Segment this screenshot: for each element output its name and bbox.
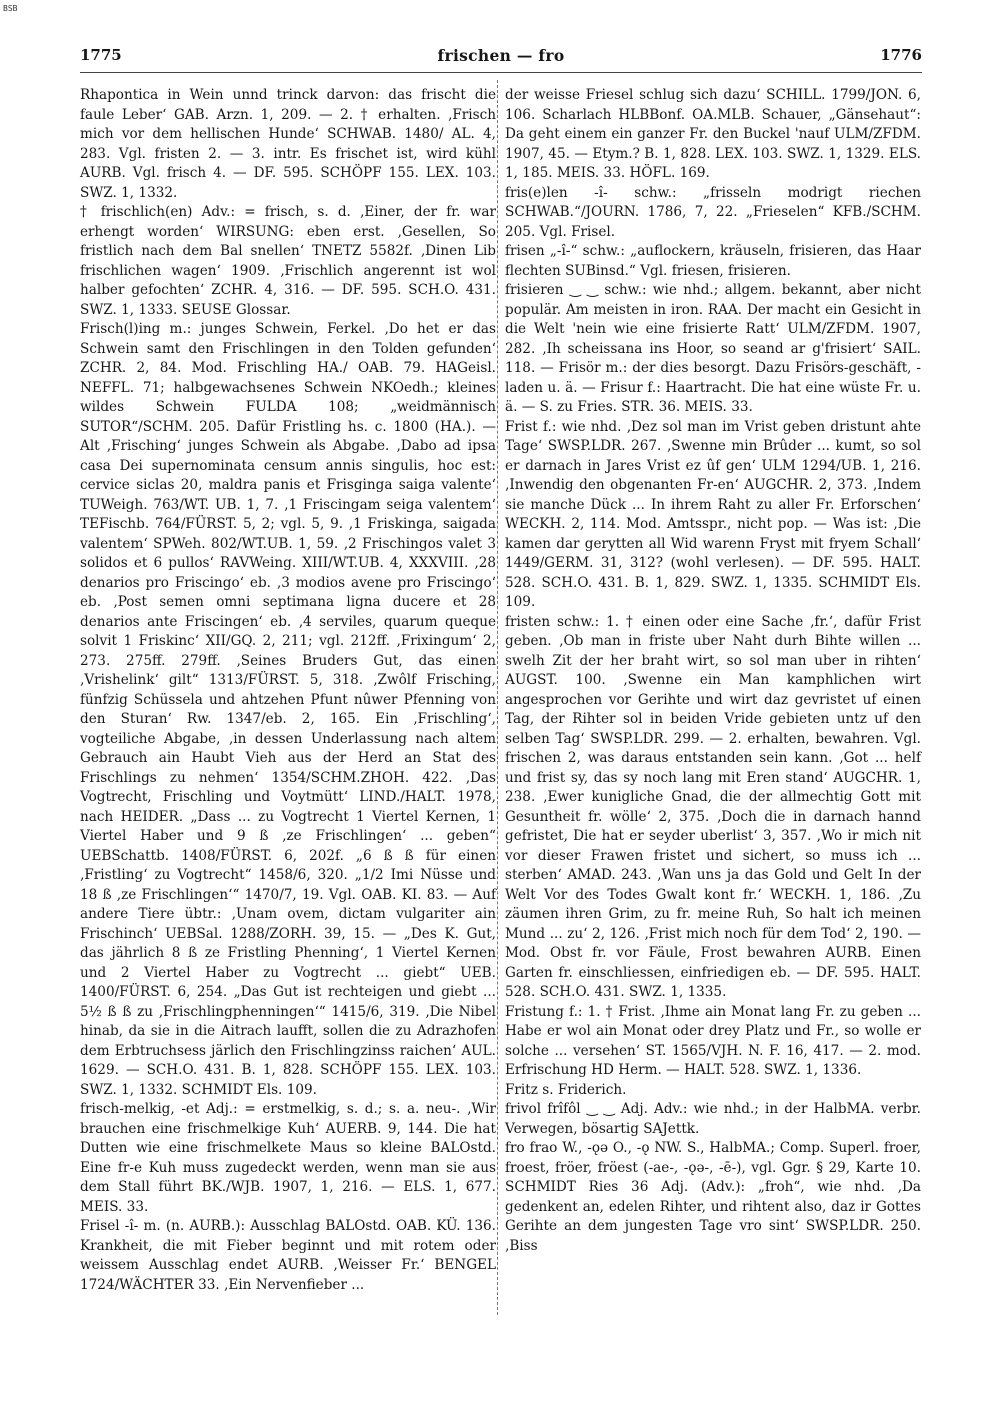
left-column	[80, 86, 496, 1295]
header-rule	[80, 72, 922, 73]
column-divider	[497, 80, 498, 1315]
entry-frisieren: frisieren ‿ ‿ schw.: wie nhd.; allgem. bekannt, aber nicht populär. Am meisten in iron. RAA. Der macht ein Gesicht in die Welt 'nein wie eine frisierte Ratt‘ ULM/ZFDM. 1907, 282. ‚Ih scheissana ins Hoor, so seand ar g'frisiert‘ SAIL. 118. — Frisör m.: der dies besorgt. Dazu Frisörs-geschäft, -laden u. ä. — Frisur f.: Haartracht. Die hat eine wüste Fr. u. ä. — S. zu Fries. STR. 36. MEIS. 33.	[505, 282, 921, 415]
page-header	[80, 46, 922, 68]
entry-fristung: Fristung f.: 1. † Frist. ‚Ihme ain Monat lang Fr. zu geben ... Habe er wol ain Monat oder drey Platz und Fr., so wolle er solche ... versehen‘ ST. 1565/VJH. N. F. 16, 417. — 2. mod. Erfrischung HD Herm. — HALT. 528. SWZ. 1, 1336.	[505, 1003, 921, 1078]
entry-frivol: frivol frîfôl ‿ ‿ Adj. Adv.: wie nhd.; in der HalbMA. verbr. Verwegen, bösartig SAJettk.	[505, 1101, 921, 1137]
entry-friselen: fris(e)len -î- schw.: „frisseln modrigt riechen SCHWAB.“/JOURN. 1786, 7, 22. „Frieselen“ KFB./SCHM. 205. Vgl. Frisel.	[505, 184, 921, 240]
entry-fro: fro frao W., -ǫə O., -ǫ NW. S., HalbMA.; Comp. Superl. froer, froest, fröer, fröest (-ae-, -ǫə-, -ē-), vgl. Ggr. § 29, Karte 10. SCHMIDT Ries 36 Adj. (Adv.): „froh“, wie nhd. ‚Da gedenkent an, edelen Rihter, und rihtent also, daz ir Gottes Gerihte an dem jungesten Tage vro sint‘ SWSP.LDR. 250. ‚Biss	[505, 1140, 921, 1254]
entry-fristen: fristen schw.: 1. † einen oder eine Sache ‚fr.‘, dafür Frist geben. ‚Ob man in friste uber Naht durh Bihte willen ... swelh Zit der her braht wirt, so sol man uber in rihten‘ AUGST. 100. ‚Swenne ein Man kamphlichen wirt angesprochen vor Gerihte und wirt daz gevristet uf einen Tag, der Rihter sol in beiden Vride gebieten untz uf den selben Tag‘ SWSP.LDR. 299. — 2. erhalten, bewahren. Vgl. frischen 2, was daraus entstanden sein kann. ‚Got ... helf und frist sy, das sy noch lang mit Eren stand‘ AUGCHR. 1, 238. ‚Ewer kunigliche Gnad, die der allmechtig Gott mit Gesuntheit fr. wölle‘ 2, 375. ‚Doch die in darnach hannd gefristet, Die hat er seyder uberlist‘ 3, 357. ‚Wo ir mich nit vor dieser Frawen fristet und sichert, so muss ich ... sterben‘ AMAD. 243. ‚Wan uns ja das Gold und Gelt In der Welt Vor des Todes Gwalt kont fr.‘ WECKH. 1, 186. ‚Zu zäumen ihren Grim, zu fr. meine Ruh, So halt ich meinen Mund ... zu‘ 2, 126. ‚Frist mich noch für dem Tod‘ 2, 190. — Mod. Obst fr. vor Fäule, Frost bewahren AURB. Einen Garten fr. einschliessen, einfriedigen eb. — DF. 595. HALT. 528. SCH.O. 431. SWZ. 1, 1335.	[505, 613, 921, 1000]
entry-frisen: frisen „-î-“ schw.: „auflockern, kräuseln, frisieren, das Haar flechten SUBinsd.“ Vgl. friesen, frisieren.	[505, 243, 921, 279]
entry-frischlich: † frischlich(en) Adv.: = frisch, s. d. ‚Einer, der fr. war erhengt worden‘ WIRSUNG: eben erst. ‚Gesellen, So fristlich nach dem Bal snellen‘ TNETZ 5582f. ‚Dinen Lib frischlichen wagen‘ 1909. ‚Frischlich angerennt ist wol halber gefochten‘ ZCHR. 4, 316. — DF. 595. SCH.O. 431. SWZ. 1, 1333. SEUSE Glossar.	[80, 204, 496, 318]
entry-frisel: Frisel -î- m. (n. AURB.): Ausschlag BALOstd. OAB. KÜ. 136. Krankheit, die mit Fieber beginnt und mit rotem oder weissem Ausschlag endet AURB. ‚Weisser Fr.‘ BENGEL 1724/WÄCHTER 33. ‚Ein Nervenfieber ...	[80, 1218, 496, 1293]
entry-frischling: Frisch(l)ing m.: junges Schwein, Ferkel. ‚Do het er das Schwein samt den Frischlingen in den Tolden gefunden‘ ZCHR. 2, 84. Mod. Frischling HA./ OAB. 79. HAGeisl. NEFFL. 71; halbgewachsenes Schwein NKOedh.; kleines wildes Schwein FULDA 108; „weidmännisch SUTOR“/SCHM. 205. Dafür Fristling hs. c. 1800 (HA.). — Alt ‚Frisching‘ junges Schwein als Abgabe. ‚Dabo ad ipsa casa Dei supernominata censum annis singulis, hoc est: cervice siclas 20, maldra panis et Frisginga saiga valente‘ TUWeigh. 763/WT. UB. 1, 7. ‚1 Friscingam seiga valentem‘ TEFischb. 764/FÜRST. 5, 2; vgl. 5, 9. ‚1 Friskinga, saigada valentem‘ SPWeh. 802/WT.UB. 1, 59. ‚2 Frischingos valet 3 solidos et 6 pullos‘ RAVWeing. XIII/WT.UB. 4, XXXVIII. ‚28 denarios pro Friscingo‘ eb. ‚3 modios avene pro Friscingo‘ eb. ‚Post semen omni septimana ligna ducere et 28 denarios ante Friscingen‘ eb. ‚4 serviles, quarum queque solvit 1 Friskinc‘ XII/GQ. 2, 211; vgl. 212ff. ‚Frixingum‘ 2, 273. 275ff. 279ff. ‚Seines Bruders Gut, das einen ‚Vrishelink‘ gilt“ 1313/FÜRST. 5, 318. ‚Zwôlf Frisching, fünfzig Schüssela und ahtzehen Pfunt nûwer Pfenning von den Sturan‘ Rw. 1347/eb. 2, 165. Ein ‚Frischling‘, vogteiliche Abgabe, ‚in dessen Underlassung nach altem Gebrauch ain Haubt Vieh aus der Herd an Stat des Frischlings zu nehmen‘ 1354/SCHM.ZHOH. 422. ‚Das Vogtrecht, Frischling und Voytmütt‘ LIND./HALT. 1978, nach HEIDER. „Dass ... zu Vogtrecht 1 Viertel Kernen, 1 Viertel Haber und 9 ß ‚ze Frischlingen‘ ... geben“ UEBSchattb. 1408/FÜRST. 6, 202f. „6 ß ß für einen ‚Fristling‘ zu Vogtrecht“ 1458/6, 320. „1/2 Imi Nüsse und 18 ß ‚ze Frischlingen‘“ 1470/7, 19. Vgl. OAB. KI. 83. — Auf andere Tiere übtr.: ‚Unam ovem, dictam vulgariter ain Frischinch‘ UEBSal. 1288/ZORH. 39, 15. — „Des K. Gut, das jährlich 8 ß ze Fristling Phenning‘, 1 Viertel Kernen und 2 Viertel Haber zu Vogtrecht ... giebt“ UEB. 1400/FÜRST. 6, 254. „Das Gut ist rechteigen und giebt ... 5½ ß ß zu ‚Frischlingphenningen‘“ 1415/6, 319. ‚Die Nibel hinab, da sie in die Aitrach laufft, sollen die zu Adrazhofen dem Erbtruchsess järlich den Frischlingzinss raichen‘ AUL. 1629. — SCH.O. 431. B. 1, 828. SCHÖPF 155. LEX. 103. SWZ. 1, 1332. SCHMIDT Els. 109.	[80, 321, 496, 1098]
page-number-right: 1776	[880, 46, 922, 64]
entry-frisel-continued: der weisse Friesel schlug sich dazu‘ SCHILL. 1799/JON. 6, 106. Scharlach HLBBonf. OA.MLB. Schauer, „Gänsehaut“: Da geht einem ein ganzer Fr. den Buckel 'nauf ULM/ZFDM. 1907, 45. — Etym.? B. 1, 828. LEX. 103. SWZ. 1, 1329. ELS. 1, 185. MEIS. 33. HÖFL. 169.	[505, 87, 921, 181]
right-column	[505, 86, 921, 1256]
entry-frisch-melkig: frisch-melkig, -et Adj.: = erstmelkig, s. d.; s. a. neu-. ‚Wir brauchen eine frischmelkige Kuh‘ AUERB. 9, 144. Die hat Dutten wie eine frischmelkete Maus so kleine BALOstd. Eine fr-e Kuh muss zugedeckt werden, wenn man sie aus dem Stall führt BK./WJB. 1907, 1, 216. — ELS. 1, 677. MEIS. 33.	[80, 1101, 496, 1215]
page-number-left: 1775	[80, 46, 122, 64]
library-mark: BSB	[3, 4, 18, 13]
page-title: frischen — fro	[437, 46, 565, 65]
entry-frist: Frist f.: wie nhd. ‚Dez sol man im Vrist geben dristunt ahte Tage‘ SWSP.LDR. 267. ‚Swenne min Brûder ... kumt, so sol er darnach in Jares Vrist ez ûf gen‘ ULM 1294/UB. 1, 216. ‚Inwendig den obgenanten Fr-en‘ AUGCHR. 2, 373. ‚Indem sie manche Dück ... In ihrem Raht zu aller Fr. Erforschen‘ WECKH. 2, 114. Mod. Amtsspr., nicht pop. — Was ist: ‚Die kamen dar gerytten all Wid warenn Fryst mit fryem Schall‘ 1449/GERM. 31, 312? (wohl verlesen). — DF. 595. HALT. 528. SCH.O. 431. B. 1, 829. SWZ. 1, 1335. SCHMIDT Els. 109.	[505, 418, 921, 610]
entry-fritz: Fritz s. Friderich.	[505, 1081, 627, 1098]
entry-frischen-continued: Rhapontica in Wein unnd trinck darvon: das frischt die faule Leber‘ GAB. Arzn. 1, 209. — 2. † erhalten. ‚Frisch mich vor dem hellischen Hunde‘ SCHWAB. 1480/ AL. 4, 283. Vgl. fristen 2. — 3. intr. Es frischet ist, wird kühl AURB. Vgl. frisch 4. — DF. 595. SCHÖPF 155. LEX. 103. SWZ. 1, 1332.	[80, 87, 496, 201]
